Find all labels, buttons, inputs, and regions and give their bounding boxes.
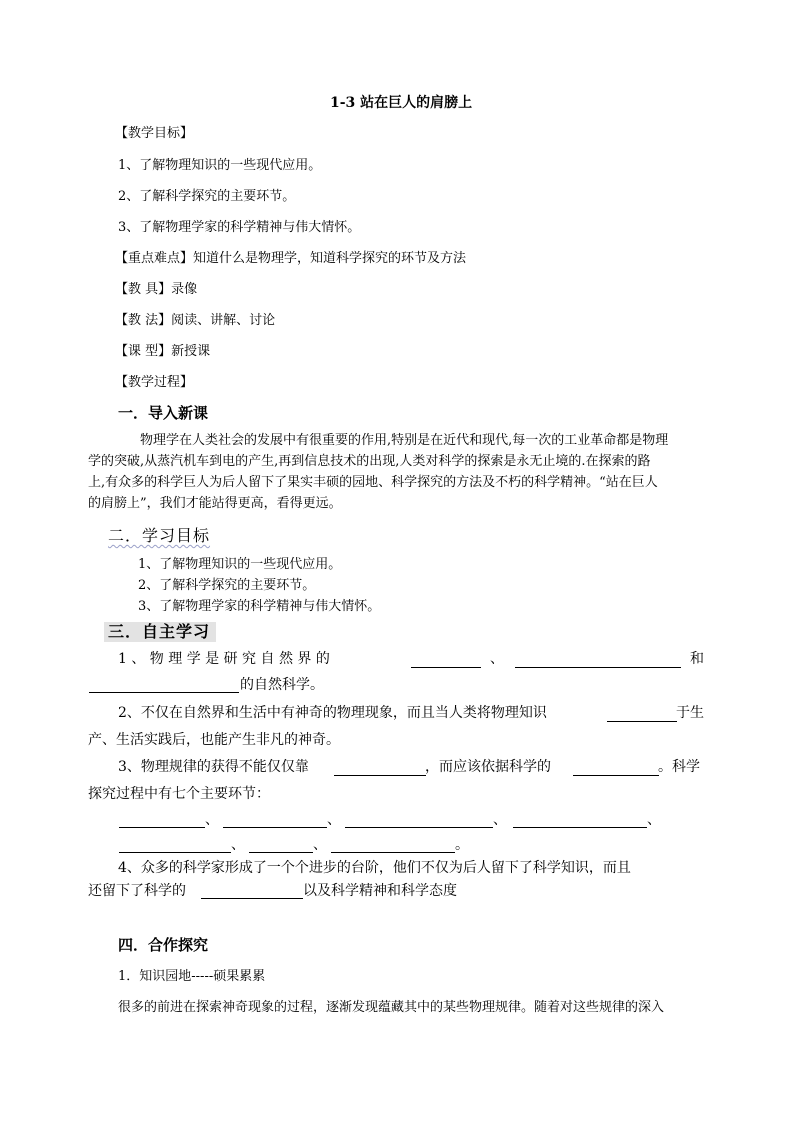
learning-objective-item: 2、了解科学探究的主要环节。: [138, 578, 316, 593]
step-blank[interactable]: [345, 826, 493, 828]
question-4-text: 4、众多的科学家形成了一个个进步的台阶，他们不仅为后人留下了科学知识，而且: [118, 860, 631, 876]
objective-item: 1、了解物理知识的一些现代应用。: [118, 158, 322, 173]
step-blank[interactable]: [331, 851, 455, 853]
answer-blank[interactable]: [515, 666, 681, 668]
question-3-line2: 探究过程中有七个主要环节：: [88, 786, 270, 802]
answer-blank[interactable]: [89, 691, 239, 693]
teaching-method: 【教 法】阅读、讲解、讨论: [115, 313, 276, 328]
answer-blank[interactable]: [411, 666, 481, 668]
question-4-line2: 还留下了科学的: [88, 883, 186, 899]
intro-paragraph-line: 物理学在人类社会的发展中有很重要的作用,特别是在近代和现代,每一次的工业革命都是物理: [140, 433, 669, 448]
question-3-text-end: 。科学: [658, 759, 700, 775]
question-3-text-mid: ，而应该依据科学的: [425, 759, 551, 775]
answer-blank[interactable]: [573, 774, 659, 776]
learning-objective-item: 1、了解物理知识的一些现代应用。: [138, 557, 342, 572]
question-1-and: 和: [690, 651, 704, 667]
separator-text: 、: [231, 837, 245, 853]
learning-objective-item: 3、了解物理学家的科学精神与伟大情怀。: [138, 599, 381, 614]
page-title: 1-3 站在巨人的肩膀上: [330, 95, 473, 111]
end-text: 。: [455, 837, 469, 853]
step-blank[interactable]: [119, 826, 205, 828]
body-text: 很多的前进在探索神奇现象的过程，逐渐发现蕴藏其中的某些物理规律。随着对这些规律的深入: [118, 1000, 665, 1015]
question-1-text: 1 、 物 理 学 是 研 究 自 然 界 的: [118, 651, 330, 667]
separator-text: 、: [647, 812, 661, 828]
section-heading-intro: 一．导入新课: [118, 404, 209, 422]
question-3-text: 3、物理规律的获得不能仅仅靠: [118, 759, 309, 775]
intro-paragraph-line: 的肩膀上”，我们才能站得更高，看得更远。: [88, 496, 342, 511]
step-blank[interactable]: [513, 826, 647, 828]
separator-text: 、: [327, 812, 341, 828]
intro-paragraph-line: 上,有众多的科学巨人为后人留下了果实丰硕的园地、科学探究的方法及不朽的科学精神。“站在巨人: [88, 475, 658, 490]
separator-text: 、: [205, 812, 219, 828]
subsection-title: 1．知识园地-----硕果累累: [118, 969, 266, 984]
separator-text: 、: [490, 651, 504, 667]
section-heading-self-study: 三．自主学习: [104, 622, 216, 642]
objectives-header: 【教学目标】: [115, 126, 194, 141]
question-1-tail: 的自然科学。: [240, 677, 324, 693]
lesson-type: 【课 型】新授课: [115, 344, 211, 359]
step-blank[interactable]: [119, 851, 231, 853]
process-header: 【教学过程】: [115, 375, 194, 390]
section-heading-objectives: 二．学习目标: [108, 526, 211, 545]
question-2-line2: 产、生活实践后，也能产生非凡的神奇。: [88, 732, 340, 748]
objective-item: 2、了解科学探究的主要环节。: [118, 189, 296, 204]
key-points: 【重点难点】知道什么是物理学，知道科学探究的环节及方法: [115, 251, 467, 266]
step-blank[interactable]: [223, 826, 327, 828]
separator-text: 、: [493, 812, 507, 828]
objective-item: 3、了解物理学家的科学精神与伟大情怀。: [118, 220, 361, 235]
intro-paragraph-line: 学的突破,从蒸汽机车到电的产生,再到信息技术的出现,人类对科学的探索是永无止境的.在探索的路: [88, 454, 651, 469]
question-2-text: 2、不仅在自然界和生活中有神奇的物理现象，而且当人类将物理知识: [118, 705, 547, 721]
question-2-text-end: 于生: [676, 705, 704, 721]
separator-text: 、: [313, 837, 327, 853]
section-heading-cooperation: 四．合作探究: [118, 936, 209, 954]
step-blank[interactable]: [249, 851, 313, 853]
teaching-tools: 【教 具】录像: [115, 282, 198, 297]
question-4-line2-end: 以及科学精神和科学态度: [303, 883, 457, 899]
answer-blank[interactable]: [334, 774, 426, 776]
answer-blank[interactable]: [201, 897, 303, 899]
answer-blank[interactable]: [607, 720, 677, 722]
